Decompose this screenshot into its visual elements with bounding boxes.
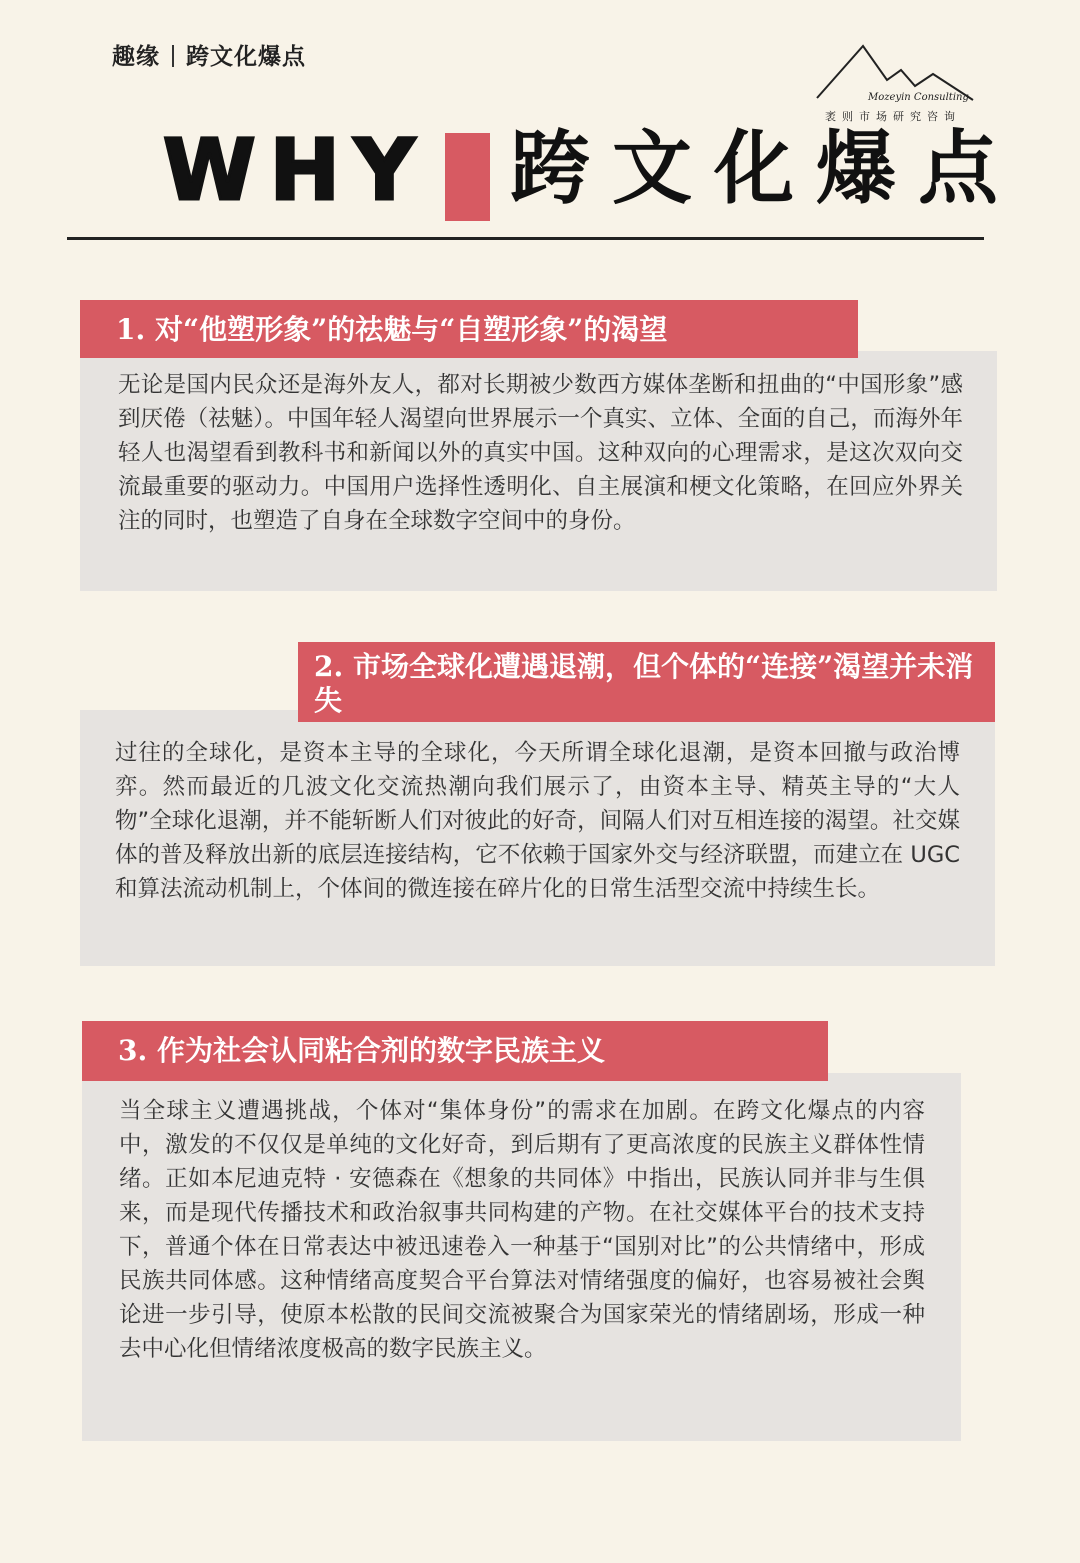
header-divider xyxy=(172,45,174,67)
logo-script-text: Mozeyin Consulting xyxy=(868,92,969,103)
header-brand: 趣缘 xyxy=(112,43,160,70)
section-1-body: 无论是国内民众还是海外友人，都对长期被少数西方媒体垄断和扭曲的“中国形象”感到厌倦（祛魅）。中国年轻人渴望向世界展示一个真实、立体、全面的自己，而海外年轻人也渴望看到教科书和新闻以外的真实中国。这种双向的心理需求，是这次双向交流最重要的驱动力。中国用户选择性透明化、自主展演和梗文化策略，在回应外界关注的同时，也塑造了自身在全球数字空间中的身份。 xyxy=(118,372,963,534)
title-divider xyxy=(67,237,984,240)
section-3-heading: 3. 作为社会认同粘合剂的数字民族主义 xyxy=(82,1021,828,1081)
title-why: WHY xyxy=(163,121,429,219)
logo-cn-text: 袤则市场研究咨询 xyxy=(825,110,961,123)
header-topic: 跨文化爆点 xyxy=(186,43,306,70)
section-2-heading: 2. 市场全球化遭遇退潮，但个体的“连接”渴望并未消失 xyxy=(298,642,995,722)
title-accent-bar xyxy=(445,133,490,221)
section-1-heading: 1. 对“他塑形象”的祛魅与“自塑形象”的渴望 xyxy=(80,300,858,358)
header-tag xyxy=(112,38,306,71)
page-title: 跨文化爆点 xyxy=(510,121,1020,215)
section-2-body: 过往的全球化，是资本主导的全球化，今天所谓全球化退潮，是资本回撤与政治博弈。然而最近的几波文化交流热潮向我们展示了，由资本主导、精英主导的“大人物”全球化退潮，并不能斩断人们对彼此的好奇，间隔人们对互相连接的渴望。社交媒体的普及释放出新的底层连接结构，它不依赖于国家外交与经济联盟，而建立在 UGC 和算法流动机制上，个体间的微连接在碎片化的日常生活型交流中持续生长。 xyxy=(115,740,960,902)
section-3-body: 当全球主义遭遇挑战，个体对“集体身份”的需求在加剧。在跨文化爆点的内容中，激发的不仅仅是单纯的文化好奇，到后期有了更高浓度的民族主义群体性情绪。正如本尼迪克特 · 安德森在《想象的共同体》中指出，民族认同并非与生俱来，而是现代传播技术和政治叙事共同构建的产物。在社交媒体平台的技术支持下，普通个体在日常表达中被迅速卷入一种基于“国别对比”的公共情绪中，形成民族共同体感。这种情绪高度契合平台算法对情绪强度的偏好，也容易被社会舆论进一步引导，使原本松散的民间交流被聚合为国家荣光的情绪剧场，形成一种去中心化但情绪浓度极高的数字民族主义。 xyxy=(119,1098,925,1362)
